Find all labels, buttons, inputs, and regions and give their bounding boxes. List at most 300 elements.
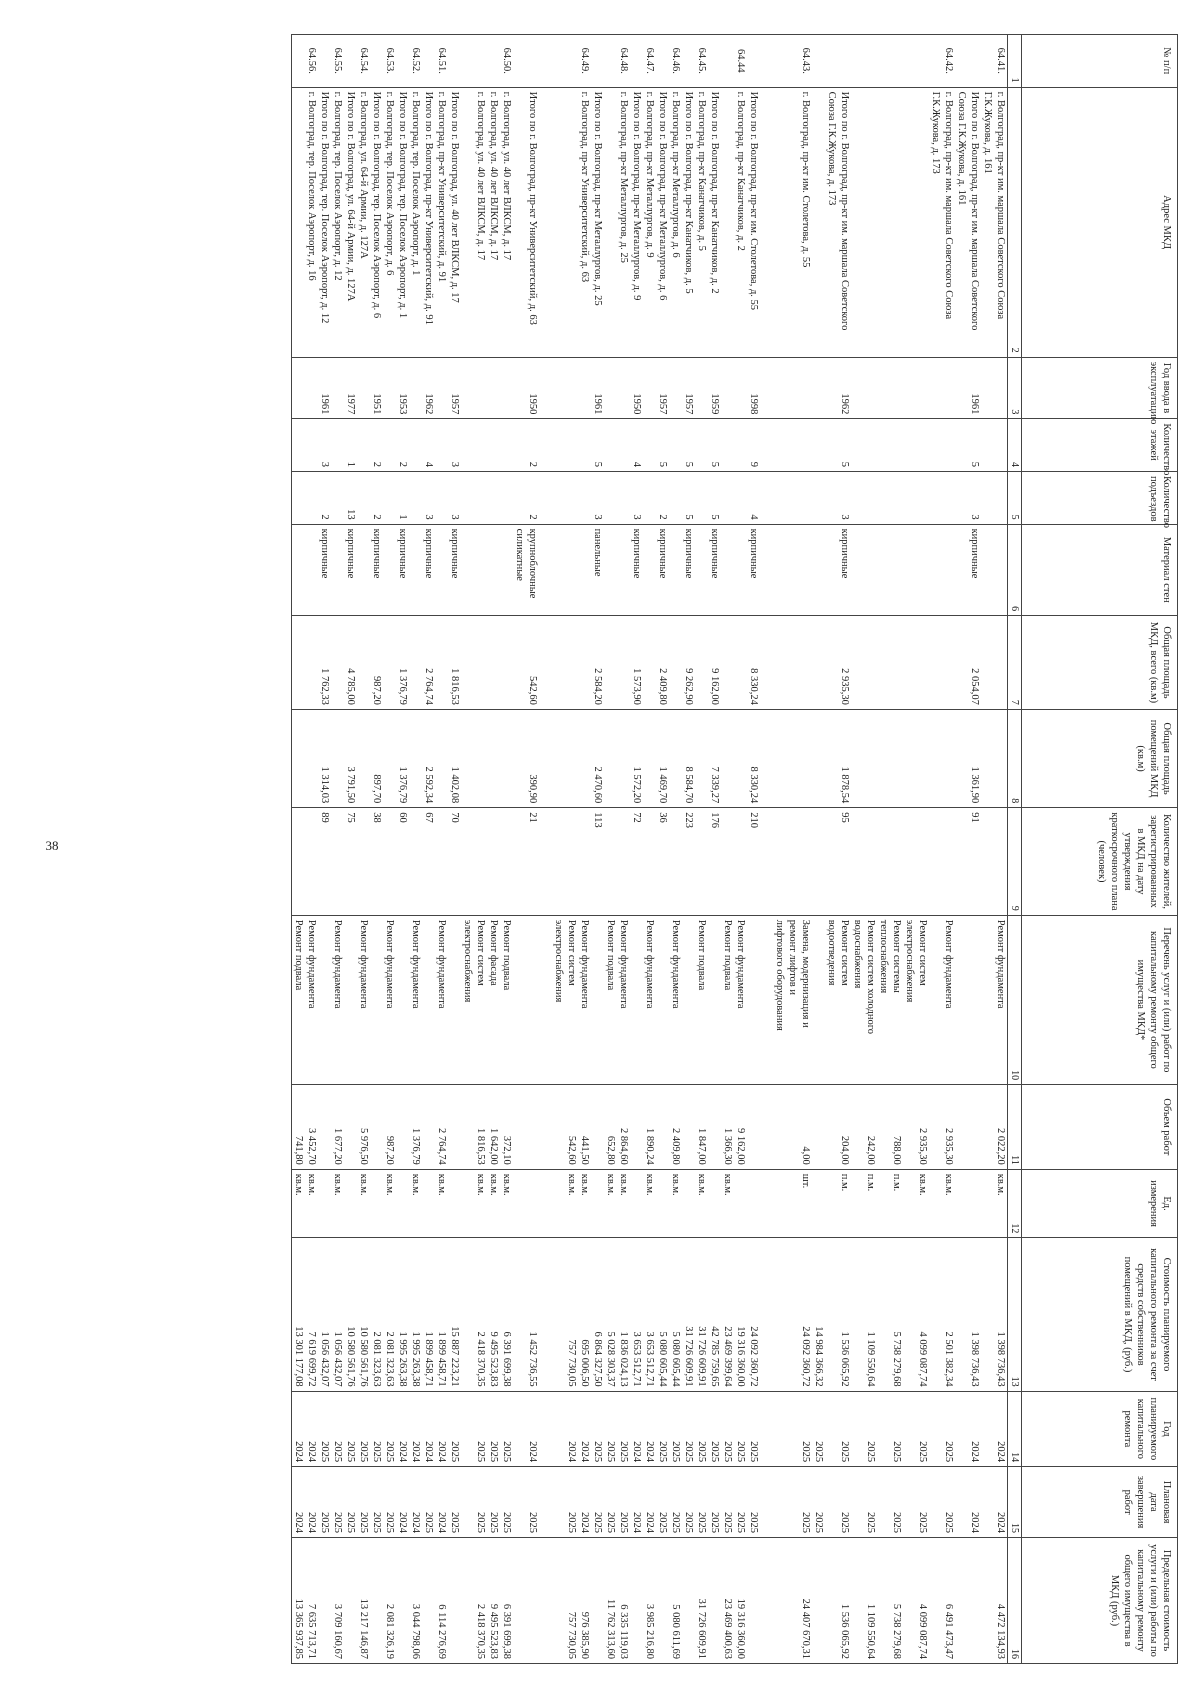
planned-year-line: 2025: [345, 1441, 356, 1463]
total-area-line: [565, 620, 578, 705]
wall-material-line: [760, 529, 773, 612]
address-line: г. Волгоград, ул. 40 лет ВЛКСМ, д. 17: [501, 91, 512, 261]
work-volume-line: 2 764,74: [436, 1127, 447, 1165]
entrances-count-line: [383, 476, 396, 520]
end-date-cell: [396, 1467, 422, 1538]
entrances-count-line: [786, 476, 799, 520]
column-header: Количество подъездов: [1022, 471, 1178, 524]
year-built-cell: [422, 357, 448, 419]
work-list-line: [929, 920, 942, 1080]
residents-count-line: [669, 812, 682, 911]
total-area-line: [981, 620, 994, 705]
entrances-count-line: [994, 476, 1007, 520]
wall-material-line: [305, 529, 318, 612]
rooms-area-line: [604, 714, 617, 803]
end-date-line: [773, 1471, 786, 1533]
work-list-line: Ремонт фундамента: [644, 919, 655, 1009]
planned-year-line: 2025: [488, 1441, 499, 1463]
planned-year-line: 2025: [865, 1441, 876, 1463]
residents-count-line: [604, 812, 617, 911]
entrances-count-line: [461, 476, 474, 520]
end-date-line: 2025: [865, 1512, 876, 1534]
total-area-cell: [630, 616, 656, 710]
total-area-line: [604, 620, 617, 705]
residents-count-cell: [344, 808, 370, 916]
planned-cost-line: 1 836 024,13: [618, 1331, 629, 1387]
rooms-area-line: [994, 714, 1007, 803]
year-built-line: [721, 362, 734, 415]
work-volume-line: 3 452,70: [306, 1127, 317, 1165]
floors-count-line: [500, 423, 513, 467]
end-date-cell: [630, 1467, 656, 1538]
residents-count-cell: [513, 808, 591, 916]
max-cost-line: [929, 1542, 942, 1659]
residents-count-line: 91: [969, 812, 980, 823]
planned-cost-line: 31 726 609,91: [696, 1326, 707, 1387]
work-list-line: Ремонт подвала: [293, 919, 304, 991]
wall-material-cell: [448, 524, 513, 616]
planned-cost-line: 1 995 263,38: [397, 1331, 408, 1387]
planned-cost-line: 24 092 360,72: [800, 1326, 811, 1387]
year-built-cell: [292, 357, 319, 419]
wall-material-line: кирпичные: [371, 528, 382, 579]
planned-cost-line: [773, 1242, 786, 1386]
address-cell: [448, 87, 513, 357]
planned-cost-line: [981, 1242, 994, 1386]
end-date-cell: [292, 1467, 319, 1538]
wall-material-line: [981, 529, 994, 612]
end-date-cell: [747, 1467, 812, 1538]
rooms-area-line: [890, 714, 903, 803]
rooms-area-cell: [448, 709, 513, 807]
wall-material-cell: [708, 524, 747, 616]
end-date-line: 2025: [813, 1512, 824, 1534]
end-date-line: 2025: [384, 1512, 395, 1534]
floors-count-line: [357, 423, 370, 467]
wall-material-line: [565, 529, 578, 612]
unit-cell: [955, 1169, 1008, 1238]
table-row: [370, 35, 396, 1664]
end-date-line: 2025: [488, 1512, 499, 1534]
wall-material-line: кирпичные: [839, 528, 850, 579]
table-row: [682, 35, 708, 1664]
planned-cost-cell: [292, 1238, 319, 1391]
wall-material-cell: [344, 524, 370, 616]
address-cell: [370, 87, 396, 357]
residents-count-line: 72: [631, 812, 642, 823]
entrances-count-line: [409, 476, 422, 520]
total-area-cell: [292, 616, 319, 710]
entrances-count-line: 3: [449, 514, 460, 520]
planned-year-cell: [396, 1391, 422, 1467]
entrances-count-line: 3: [631, 514, 642, 520]
max-cost-cell: [513, 1538, 591, 1664]
entrances-count-cell: [955, 471, 1008, 524]
floors-count-line: [435, 423, 448, 467]
planned-year-line: 2025: [371, 1441, 382, 1463]
total-area-line: [409, 620, 422, 705]
entrances-count-line: [721, 476, 734, 520]
unit-line: кв.м.: [358, 1173, 369, 1196]
planned-cost-line: 42 785 759,65: [709, 1326, 720, 1387]
end-date-line: 2025: [917, 1512, 928, 1534]
wall-material-cell: [812, 524, 955, 616]
rooms-area-line: 1 572,20: [631, 766, 642, 804]
max-cost-line: 5 738 279,68: [891, 1603, 902, 1659]
residents-count-line: 21: [527, 812, 538, 823]
end-date-line: 2025: [566, 1512, 577, 1534]
address-cell: [396, 87, 422, 357]
column-number: 4: [1008, 419, 1022, 472]
entrances-count-line: 2: [371, 514, 382, 520]
planned-cost-line: 23 469 399,64: [722, 1326, 733, 1387]
planned-year-line: 2025: [748, 1441, 759, 1463]
work-volume-line: 204,00: [839, 1135, 850, 1165]
total-area-line: [877, 620, 890, 705]
planned-year-line: 2024: [566, 1441, 577, 1463]
work-volume-line: [851, 1089, 864, 1165]
total-area-line: [461, 620, 474, 705]
row-number-cell: 64.51.: [422, 35, 448, 88]
work-list-line: Ремонт фундамента: [670, 919, 681, 1009]
total-area-line: 1 376,79: [397, 668, 408, 705]
planned-year-line: 2025: [813, 1441, 824, 1463]
total-area-line: 2 935,30: [839, 668, 850, 705]
row-number-cell: 64.50.: [448, 35, 513, 88]
work-list-line: Ремонт подвала: [696, 919, 707, 991]
work-volume-line: 2 935,30: [917, 1127, 928, 1165]
end-date-line: 2025: [332, 1512, 343, 1534]
work-list-line: Ремонт фундамента: [618, 919, 629, 1009]
unit-line: кв.м.: [475, 1173, 486, 1196]
floors-count-line: 1: [345, 461, 356, 467]
work-list-line: электроснабжения: [553, 919, 564, 1003]
year-built-line: 1957: [657, 393, 668, 415]
work-list-cell: [344, 915, 370, 1084]
planned-cost-line: 1 398 736,43: [969, 1331, 980, 1387]
table-row: [630, 35, 656, 1664]
entrances-count-line: [604, 476, 617, 520]
entrances-count-cell: [682, 471, 708, 524]
work-volume-cell: [955, 1085, 1008, 1170]
year-built-cell: [591, 357, 630, 419]
column-header: Материал стен: [1022, 524, 1178, 616]
planned-year-line: 2024: [410, 1441, 421, 1463]
entrances-count-line: 3: [592, 514, 603, 520]
wall-material-line: [539, 529, 552, 612]
column-number: 3: [1008, 357, 1022, 419]
work-list-line: Ремонт систем: [917, 919, 928, 986]
rooms-area-cell: [318, 709, 344, 807]
residents-count-line: 113: [592, 812, 603, 828]
year-built-line: [851, 362, 864, 415]
planned-year-line: 2025: [319, 1441, 330, 1463]
residents-count-line: [981, 812, 994, 911]
unit-line: кв.м.: [436, 1173, 447, 1196]
rooms-area-line: [916, 714, 929, 803]
floors-count-line: 5: [709, 461, 720, 467]
floors-count-line: [539, 423, 552, 467]
rooms-area-line: [461, 714, 474, 803]
planned-year-line: 2025: [358, 1441, 369, 1463]
address-line: г. Волгоград, ул. 40 лет ВЛКСМ, д. 17: [488, 91, 499, 261]
planned-cost-line: 1 899 458,71: [423, 1331, 434, 1387]
work-list-line: Ремонт фундамента: [384, 919, 395, 1009]
planned-cost-line: 10 580 561,76: [345, 1326, 356, 1387]
unit-line: [734, 1174, 747, 1234]
row-number-cell: 64.42.: [812, 35, 955, 88]
max-cost-line: 6 491 473,47: [943, 1603, 954, 1659]
end-date-line: 2024: [436, 1512, 447, 1534]
planned-cost-line: [786, 1242, 799, 1386]
planned-cost-line: 5 028 303,37: [605, 1331, 616, 1387]
floors-count-line: [864, 423, 877, 467]
wall-material-line: кирпичные: [657, 528, 668, 579]
end-date-cell: [513, 1467, 591, 1538]
unit-line: кв.м.: [306, 1173, 317, 1196]
floors-count-line: [331, 423, 344, 467]
end-date-line: [786, 1471, 799, 1533]
residents-count-line: [721, 812, 734, 911]
end-date-cell: [591, 1467, 630, 1538]
planned-year-line: [981, 1396, 994, 1463]
floors-count-line: [487, 423, 500, 467]
total-area-line: [578, 620, 591, 705]
planned-year-line: 2024: [631, 1441, 642, 1463]
rooms-area-cell: [656, 709, 682, 807]
work-list-cell: [630, 915, 656, 1084]
floors-count-line: [721, 423, 734, 467]
rooms-area-line: [864, 714, 877, 803]
wall-material-line: [474, 529, 487, 612]
entrances-count-line: [487, 476, 500, 520]
end-date-line: [981, 1471, 994, 1533]
address-line: [864, 92, 877, 353]
wall-material-cell: [318, 524, 344, 616]
total-area-line: [734, 620, 747, 705]
year-built-line: [474, 362, 487, 415]
end-date-cell: [422, 1467, 448, 1538]
max-cost-cell: [396, 1538, 422, 1664]
address-line: г. Волгоград, ул. 40 лет ВЛКСМ, д. 17: [475, 91, 486, 261]
work-list-cell: [591, 915, 630, 1084]
wall-material-cell: [396, 524, 422, 616]
max-cost-line: 19 316 360,00: [735, 1598, 746, 1659]
year-built-line: [786, 362, 799, 415]
residents-count-line: [435, 812, 448, 911]
entrances-count-line: [916, 476, 929, 520]
total-area-line: 2 054,07: [969, 668, 980, 705]
entrances-count-cell: [448, 471, 513, 524]
end-date-line: 2025: [475, 1512, 486, 1534]
residents-count-cell: [318, 808, 344, 916]
entrances-count-cell: [370, 471, 396, 524]
planned-year-line: 2024: [436, 1441, 447, 1463]
column-number: 2: [1008, 87, 1022, 357]
rooms-area-cell: [344, 709, 370, 807]
address-line: Итого по г. Волгоград, ул. 64-й Армии, д. 127А: [345, 91, 356, 302]
entrances-count-line: [357, 476, 370, 520]
wall-material-line: [942, 529, 955, 612]
planned-year-line: 2025: [618, 1441, 629, 1463]
wall-material-cell: [370, 524, 396, 616]
floors-count-cell: [448, 419, 513, 472]
work-volume-cell: [370, 1085, 396, 1170]
residents-count-line: [357, 812, 370, 911]
total-area-line: 2 409,80: [657, 668, 668, 705]
total-area-line: [383, 620, 396, 705]
end-date-line: 2024: [397, 1512, 408, 1534]
rooms-area-line: [760, 714, 773, 803]
rooms-area-line: [305, 714, 318, 803]
max-cost-line: 1 109 550,64: [865, 1603, 876, 1659]
total-area-line: [552, 620, 565, 705]
wall-material-line: [409, 529, 422, 612]
table-row: [955, 35, 1008, 1664]
end-date-line: [877, 1471, 890, 1533]
max-cost-line: 2 081 326,19: [384, 1603, 395, 1659]
residents-count-line: 223: [683, 812, 694, 828]
planned-year-line: 2025: [839, 1441, 850, 1463]
rooms-area-line: [357, 714, 370, 803]
unit-cell: [448, 1169, 513, 1238]
planned-cost-cell: [955, 1238, 1008, 1391]
residents-count-line: [487, 812, 500, 911]
entrances-count-cell: [630, 471, 656, 524]
planned-year-line: 2025: [891, 1441, 902, 1463]
work-list-line: Ремонт фундамента: [332, 919, 343, 1009]
end-date-line: 2024: [969, 1512, 980, 1534]
wall-material-line: кирпичные: [631, 528, 642, 579]
planned-cost-cell: [630, 1238, 656, 1391]
year-built-line: [734, 362, 747, 415]
work-list-line: лифтового оборудования: [774, 919, 785, 1031]
entrances-count-line: [903, 476, 916, 520]
year-built-line: [864, 362, 877, 415]
residents-count-cell: [591, 808, 630, 916]
residents-count-line: [643, 812, 656, 911]
work-list-cell: [448, 915, 513, 1084]
planned-cost-line: 5 738 279,68: [891, 1331, 902, 1387]
floors-count-line: [981, 423, 994, 467]
work-volume-line: 2 864,60: [618, 1127, 629, 1165]
planned-cost-line: 1 899 458,71: [436, 1331, 447, 1387]
floors-count-line: [383, 423, 396, 467]
address-line: [773, 92, 786, 353]
planned-year-line: 2024: [969, 1441, 980, 1463]
work-volume-line: 1 890,24: [644, 1127, 655, 1165]
residents-count-line: 36: [657, 812, 668, 823]
entrances-count-line: 5: [709, 514, 720, 520]
year-built-line: [695, 362, 708, 415]
planned-year-line: [539, 1396, 552, 1463]
column-header: Количество этажей: [1022, 419, 1178, 472]
work-list-line: Ремонт системы: [891, 919, 902, 993]
year-built-line: 1957: [683, 393, 694, 415]
column-number: 1: [1008, 35, 1022, 88]
end-date-line: 2024: [995, 1512, 1006, 1534]
floors-count-line: [695, 423, 708, 467]
rooms-area-line: 1 402,08: [449, 766, 460, 804]
end-date-line: 2025: [943, 1512, 954, 1534]
end-date-line: 2025: [657, 1512, 668, 1534]
year-built-line: [565, 362, 578, 415]
rotated-table-container: [56, 34, 1178, 1664]
rooms-area-line: 2 470,60: [592, 766, 603, 804]
end-date-line: 2025: [423, 1512, 434, 1534]
planned-year-cell: [656, 1391, 682, 1467]
total-area-line: [903, 620, 916, 705]
residents-count-line: [539, 812, 552, 911]
floors-count-line: 5: [839, 461, 850, 467]
end-date-line: 2025: [696, 1512, 707, 1534]
year-built-line: [942, 362, 955, 415]
column-number-row: [1008, 35, 1022, 1664]
wall-material-line: [877, 529, 890, 612]
year-built-line: [500, 362, 513, 415]
address-line: [890, 92, 903, 353]
work-list-cell: [955, 915, 1008, 1084]
floors-count-line: [604, 423, 617, 467]
residents-count-cell: [708, 808, 747, 916]
floors-count-line: [461, 423, 474, 467]
year-built-cell: [747, 357, 812, 419]
year-built-cell: [396, 357, 422, 419]
planned-cost-line: 2 081 323,63: [384, 1331, 395, 1387]
total-area-line: [916, 620, 929, 705]
entrances-count-line: [864, 476, 877, 520]
wall-material-line: [994, 529, 1007, 612]
end-date-line: 2025: [722, 1512, 733, 1534]
residents-count-line: [760, 812, 773, 911]
planned-year-line: 2025: [657, 1441, 668, 1463]
end-date-line: 2025: [449, 1512, 460, 1534]
year-built-line: [994, 362, 1007, 415]
work-volume-line: 788,00: [891, 1135, 902, 1165]
year-built-cell: [682, 357, 708, 419]
max-cost-cell: [656, 1538, 682, 1664]
planned-year-line: 2024: [397, 1441, 408, 1463]
column-header: Ед. измерения: [1022, 1169, 1178, 1238]
work-volume-cell: [448, 1085, 513, 1170]
planned-year-cell: [292, 1391, 319, 1467]
table-row: [292, 35, 319, 1664]
total-area-line: 4 785,00: [345, 668, 356, 705]
planned-cost-line: 1 452 736,55: [527, 1331, 538, 1387]
residents-count-line: [942, 812, 955, 911]
max-cost-cell: [344, 1538, 370, 1664]
floors-count-line: [305, 423, 318, 467]
residents-count-cell: [292, 808, 319, 916]
wall-material-line: [461, 529, 474, 612]
year-built-line: 1950: [527, 393, 538, 415]
residents-count-line: [578, 812, 591, 911]
work-volume-line: 1 816,53: [475, 1127, 486, 1165]
column-number: 12: [1008, 1169, 1022, 1238]
planned-year-line: 2024: [579, 1441, 590, 1463]
address-cell: [708, 87, 747, 357]
residents-count-cell: [396, 808, 422, 916]
address-line: [916, 92, 929, 353]
planned-year-line: [552, 1396, 565, 1463]
residents-count-line: [903, 812, 916, 911]
total-area-line: [500, 620, 513, 705]
planned-year-line: 2024: [644, 1441, 655, 1463]
wall-material-line: [643, 529, 656, 612]
entrances-count-cell: [513, 471, 591, 524]
residents-count-line: [617, 812, 630, 911]
entrances-count-line: [474, 476, 487, 520]
